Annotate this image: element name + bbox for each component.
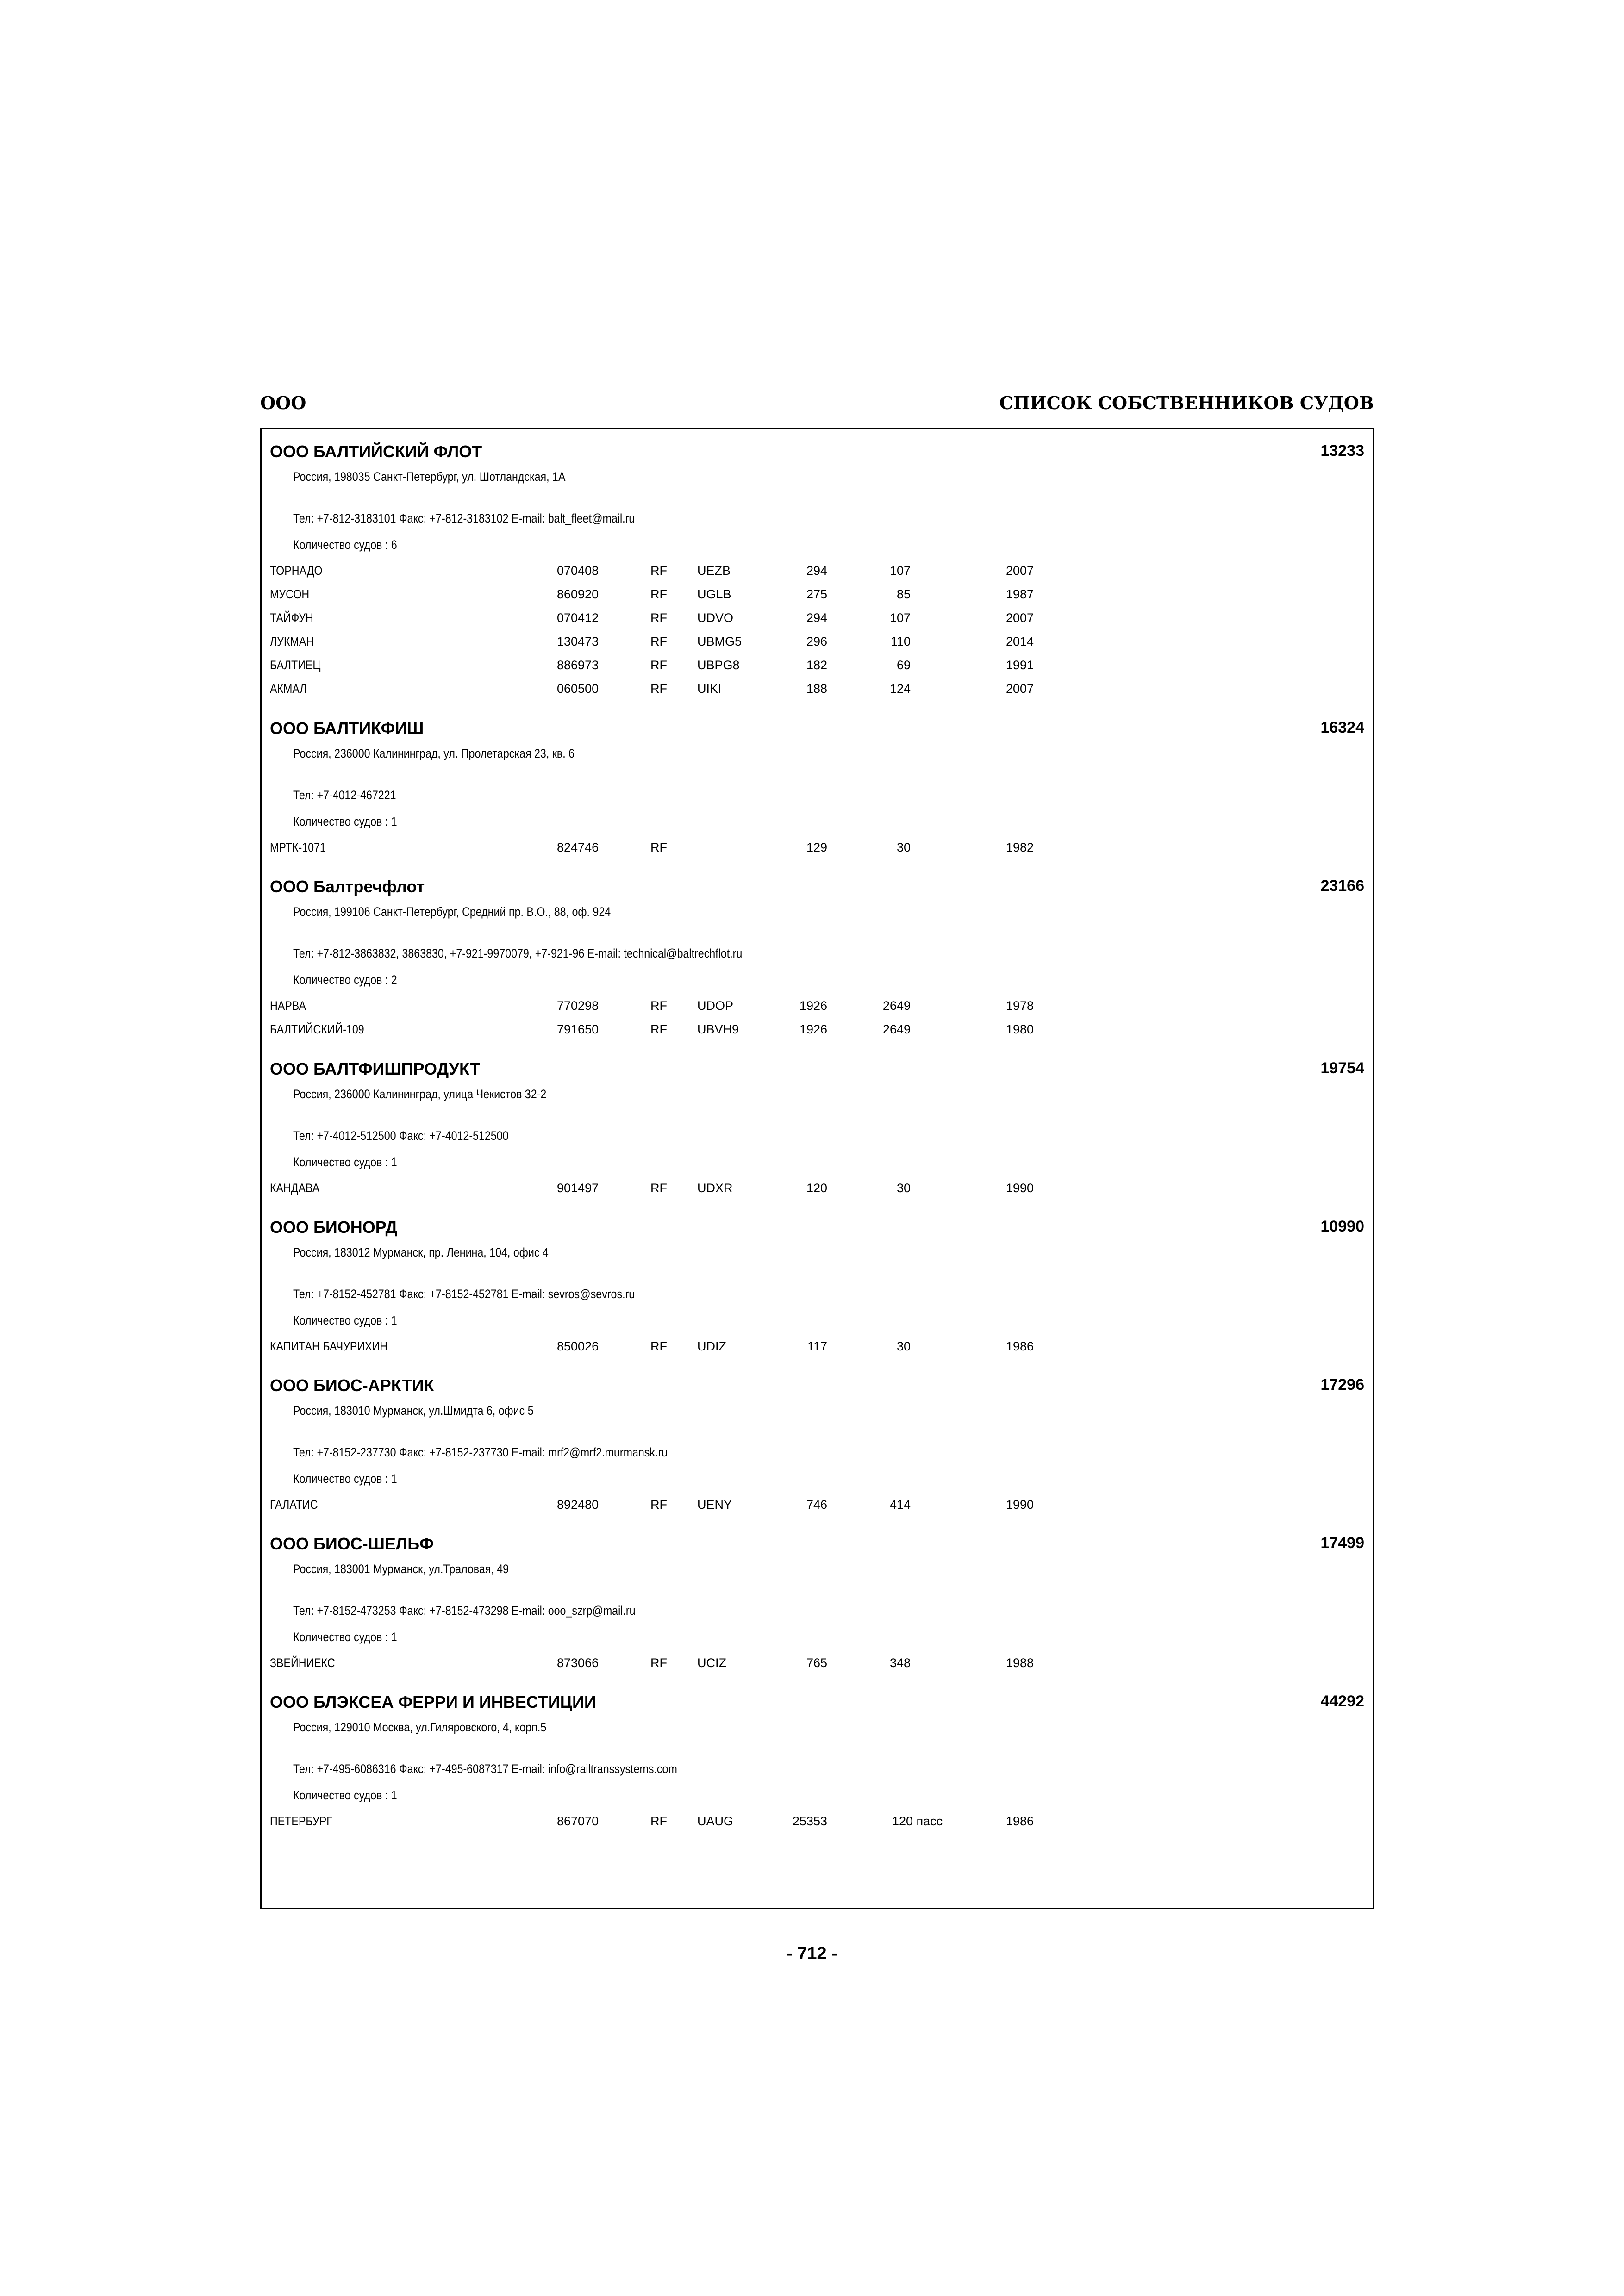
vessel-gt: 188 (806, 682, 827, 696)
vessel-row (270, 1339, 1364, 1362)
vessel-callsign: UBPG8 (697, 658, 740, 672)
company-address: Россия, 183012 Мурманск, пр. Ленина, 104, офис 4 (293, 1245, 549, 1259)
company-contacts: Тел: +7-4012-467221 (293, 788, 396, 802)
vessel-number: 130473 (557, 635, 599, 648)
vessel-gt: 746 (806, 1498, 827, 1512)
vessel-dwt: 30 (896, 1339, 911, 1353)
vessel-year: 1988 (1006, 1656, 1034, 1670)
page-number: - 712 - (787, 1944, 837, 1963)
vessel-name: КАПИТАН БАЧУРИХИН (270, 1339, 388, 1353)
vessel-year: 1987 (1006, 587, 1034, 601)
vessel-name: КАНДАВА (270, 1181, 320, 1195)
company-name: ООО БИОС-ШЕЛЬФ (270, 1534, 434, 1553)
vessel-row (270, 1181, 1364, 1203)
vessel-dwt: 2649 (882, 1022, 911, 1036)
vessel-count: Количество судов : 1 (293, 1630, 397, 1644)
company-address: Россия, 183010 Мурманск, ул.Шмидта 6, офис 5 (293, 1404, 534, 1418)
vessel-dwt: 85 (896, 587, 911, 601)
vessel-dwt: 69 (896, 658, 911, 672)
vessel-row (270, 587, 1364, 610)
vessel-name: ПЕТЕРБУРГ (270, 1814, 332, 1828)
vessel-gt: 25353 (792, 1814, 827, 1828)
vessel-year: 2007 (1006, 611, 1034, 625)
header-left: ООО (260, 392, 306, 413)
vessel-callsign: UEZB (697, 564, 731, 578)
vessel-flag: RF (650, 999, 667, 1013)
vessel-number: 824746 (557, 840, 599, 854)
vessel-number: 886973 (557, 658, 599, 672)
vessel-number: 791650 (557, 1022, 599, 1036)
vessel-name: БАЛТИЕЦ (270, 658, 321, 672)
vessel-number: 770298 (557, 999, 599, 1013)
company-address: Россия, 183001 Мурманск, ул.Траловая, 49 (293, 1562, 509, 1576)
vessel-callsign: UDIZ (697, 1339, 726, 1353)
vessel-number: 867070 (557, 1814, 599, 1828)
vessel-flag: RF (650, 1181, 667, 1195)
vessel-gt: 294 (806, 564, 827, 578)
company-address: Россия, 236000 Калининград, ул. Пролетарская 23, кв. 6 (293, 747, 575, 760)
vessel-number: 901497 (557, 1181, 599, 1195)
company-name: ООО БАЛТФИШПРОДУКТ (270, 1059, 480, 1078)
vessel-count: Количество судов : 1 (293, 1472, 397, 1486)
vessel-count: Количество судов : 2 (293, 973, 397, 987)
vessel-callsign: UIKI (697, 682, 722, 696)
vessel-year: 1990 (1006, 1498, 1034, 1512)
company-contacts: Тел: +7-812-3863832, 3863830, +7-921-9970079, +7-921-96 E-mail: technical@baltrechflot.ru (293, 946, 743, 960)
vessel-dwt: 107 (889, 564, 911, 578)
vessel-row (270, 658, 1364, 680)
vessel-callsign: UENY (697, 1498, 732, 1512)
vessel-name: МУСОН (270, 587, 310, 601)
vessel-year: 1986 (1006, 1339, 1034, 1353)
company-id: 17296 (1320, 1376, 1364, 1394)
vessel-flag: RF (650, 840, 667, 854)
company-address: Россия, 129010 Москва, ул.Гиляровского, 4, корп.5 (293, 1720, 547, 1734)
vessel-year: 1990 (1006, 1181, 1034, 1195)
vessel-number: 060500 (557, 682, 599, 696)
vessel-name: АКМАЛ (270, 682, 307, 696)
vessel-gt: 117 (807, 1339, 827, 1353)
company-address: Россия, 199106 Санкт-Петербург, Средний пр. В.О., 88, оф. 924 (293, 905, 611, 919)
vessel-gt: 1926 (799, 999, 827, 1013)
vessel-number: 850026 (557, 1339, 599, 1353)
vessel-flag: RF (650, 1022, 667, 1036)
vessel-name: ТАЙФУН (270, 611, 313, 625)
vessel-flag: RF (650, 1814, 667, 1828)
company-contacts: Тел: +7-8152-473253 Факс: +7-8152-473298 E-mail: ooo_szrp@mail.ru (293, 1604, 636, 1618)
vessel-flag: RF (650, 564, 667, 578)
vessel-callsign: UCIZ (697, 1656, 726, 1670)
vessel-gt: 275 (806, 587, 827, 601)
vessel-callsign: UDOP (697, 999, 734, 1013)
vessel-flag: RF (650, 658, 667, 672)
vessel-flag: RF (650, 635, 667, 648)
company-name: ООО БАЛТИКФИШ (270, 719, 424, 738)
vessel-gt: 294 (806, 611, 827, 625)
vessel-dwt: 30 (896, 1181, 911, 1195)
vessel-gt: 1926 (799, 1022, 827, 1036)
company-address: Россия, 198035 Санкт-Петербург, ул. Шотландская, 1А (293, 470, 566, 484)
vessel-count: Количество судов : 1 (293, 1313, 397, 1327)
vessel-row (270, 840, 1364, 863)
vessel-flag: RF (650, 1339, 667, 1353)
company-contacts: Тел: +7-8152-452781 Факс: +7-8152-452781 E-mail: sevros@sevros.ru (293, 1287, 635, 1301)
company-contacts: Тел: +7-812-3183101 Факс: +7-812-3183102 E-mail: balt_fleet@mail.ru (293, 511, 635, 525)
company-contacts: Тел: +7-4012-512500 Факс: +7-4012-512500 (293, 1129, 509, 1143)
vessel-year: 1982 (1006, 840, 1034, 854)
company-id: 13233 (1320, 442, 1364, 460)
company-name: ООО БАЛТИЙСКИЙ ФЛОТ (270, 442, 482, 461)
vessel-year: 1991 (1006, 658, 1034, 672)
company-name: ООО БИОС-АРКТИК (270, 1376, 434, 1395)
running-header (260, 392, 1374, 420)
vessel-count: Количество судов : 1 (293, 1155, 397, 1169)
company-address: Россия, 236000 Калининград, улица Чекистов 32-2 (293, 1087, 547, 1101)
vessel-row (270, 1814, 1364, 1836)
vessel-flag: RF (650, 587, 667, 601)
vessel-number: 070412 (557, 611, 599, 625)
vessel-flag: RF (650, 611, 667, 625)
vessel-flag: RF (650, 1498, 667, 1512)
vessel-number: 070408 (557, 564, 599, 578)
vessel-flag: RF (650, 682, 667, 696)
vessel-dwt: 120 пасс (892, 1814, 943, 1828)
vessel-dwt: 124 (889, 682, 911, 696)
header-right: СПИСОК СОБСТВЕННИКОВ СУДОВ (999, 392, 1374, 413)
vessel-name: МРТК-1071 (270, 840, 326, 854)
vessel-dwt: 2649 (882, 999, 911, 1013)
vessel-year: 2007 (1006, 564, 1034, 578)
vessel-dwt: 107 (889, 611, 911, 625)
company-id: 19754 (1320, 1059, 1364, 1077)
vessel-count: Количество судов : 1 (293, 1788, 397, 1802)
vessel-row (270, 1498, 1364, 1520)
vessel-year: 1980 (1006, 1022, 1034, 1036)
vessel-dwt: 110 (890, 635, 911, 648)
vessel-callsign: UAUG (697, 1814, 734, 1828)
company-contacts: Тел: +7-495-6086316 Факс: +7-495-6087317 E-mail: info@railtranssystems.com (293, 1762, 677, 1776)
vessel-count: Количество судов : 6 (293, 538, 397, 552)
vessel-year: 1986 (1006, 1814, 1034, 1828)
vessel-name: ЗВЕЙНИЕКС (270, 1656, 335, 1670)
company-id: 23166 (1320, 877, 1364, 895)
vessel-name: ТОРНАДО (270, 564, 323, 578)
vessel-dwt: 348 (889, 1656, 911, 1670)
vessel-gt: 129 (806, 840, 827, 854)
vessel-number: 860920 (557, 587, 599, 601)
vessel-year: 2014 (1006, 635, 1034, 648)
vessel-callsign: UDXR (697, 1181, 733, 1195)
vessel-gt: 296 (806, 635, 827, 648)
company-id: 44292 (1320, 1692, 1364, 1710)
vessel-callsign: UBVH9 (697, 1022, 739, 1036)
vessel-row (270, 999, 1364, 1021)
company-name: ООО БЛЭКСЕА ФЕРРИ И ИНВЕСТИЦИИ (270, 1692, 596, 1711)
company-name: ООО БИОНОРД (270, 1218, 398, 1237)
vessel-callsign: UDVO (697, 611, 734, 625)
vessel-year: 2007 (1006, 682, 1034, 696)
vessel-name: ЛУКМАН (270, 635, 314, 648)
vessel-year: 1978 (1006, 999, 1034, 1013)
vessel-dwt: 414 (889, 1498, 911, 1512)
company-id: 16324 (1320, 719, 1364, 736)
vessel-gt: 765 (806, 1656, 827, 1670)
vessel-name: ГАЛАТИС (270, 1498, 318, 1512)
vessel-row (270, 1022, 1364, 1045)
vessel-row (270, 635, 1364, 657)
vessel-row (270, 611, 1364, 633)
vessel-name: НАРВА (270, 999, 306, 1013)
vessel-row (270, 1656, 1364, 1678)
company-id: 17499 (1320, 1534, 1364, 1552)
vessel-dwt: 30 (896, 840, 911, 854)
vessel-row (270, 682, 1364, 704)
vessel-callsign: UGLB (697, 587, 731, 601)
vessel-gt: 120 (806, 1181, 827, 1195)
company-name: ООО Балтречфлот (270, 877, 425, 896)
vessel-callsign: UBMG5 (697, 635, 742, 648)
vessel-gt: 182 (806, 658, 827, 672)
vessel-count: Количество судов : 1 (293, 815, 397, 828)
company-contacts: Тел: +7-8152-237730 Факс: +7-8152-237730 E-mail: mrf2@mrf2.murmansk.ru (293, 1445, 668, 1459)
vessel-number: 892480 (557, 1498, 599, 1512)
listing-frame (260, 428, 1374, 1909)
vessel-number: 873066 (557, 1656, 599, 1670)
vessel-row (270, 564, 1364, 586)
vessel-name: БАЛТИЙСКИЙ-109 (270, 1022, 364, 1036)
vessel-flag: RF (650, 1656, 667, 1670)
company-id: 10990 (1320, 1218, 1364, 1235)
